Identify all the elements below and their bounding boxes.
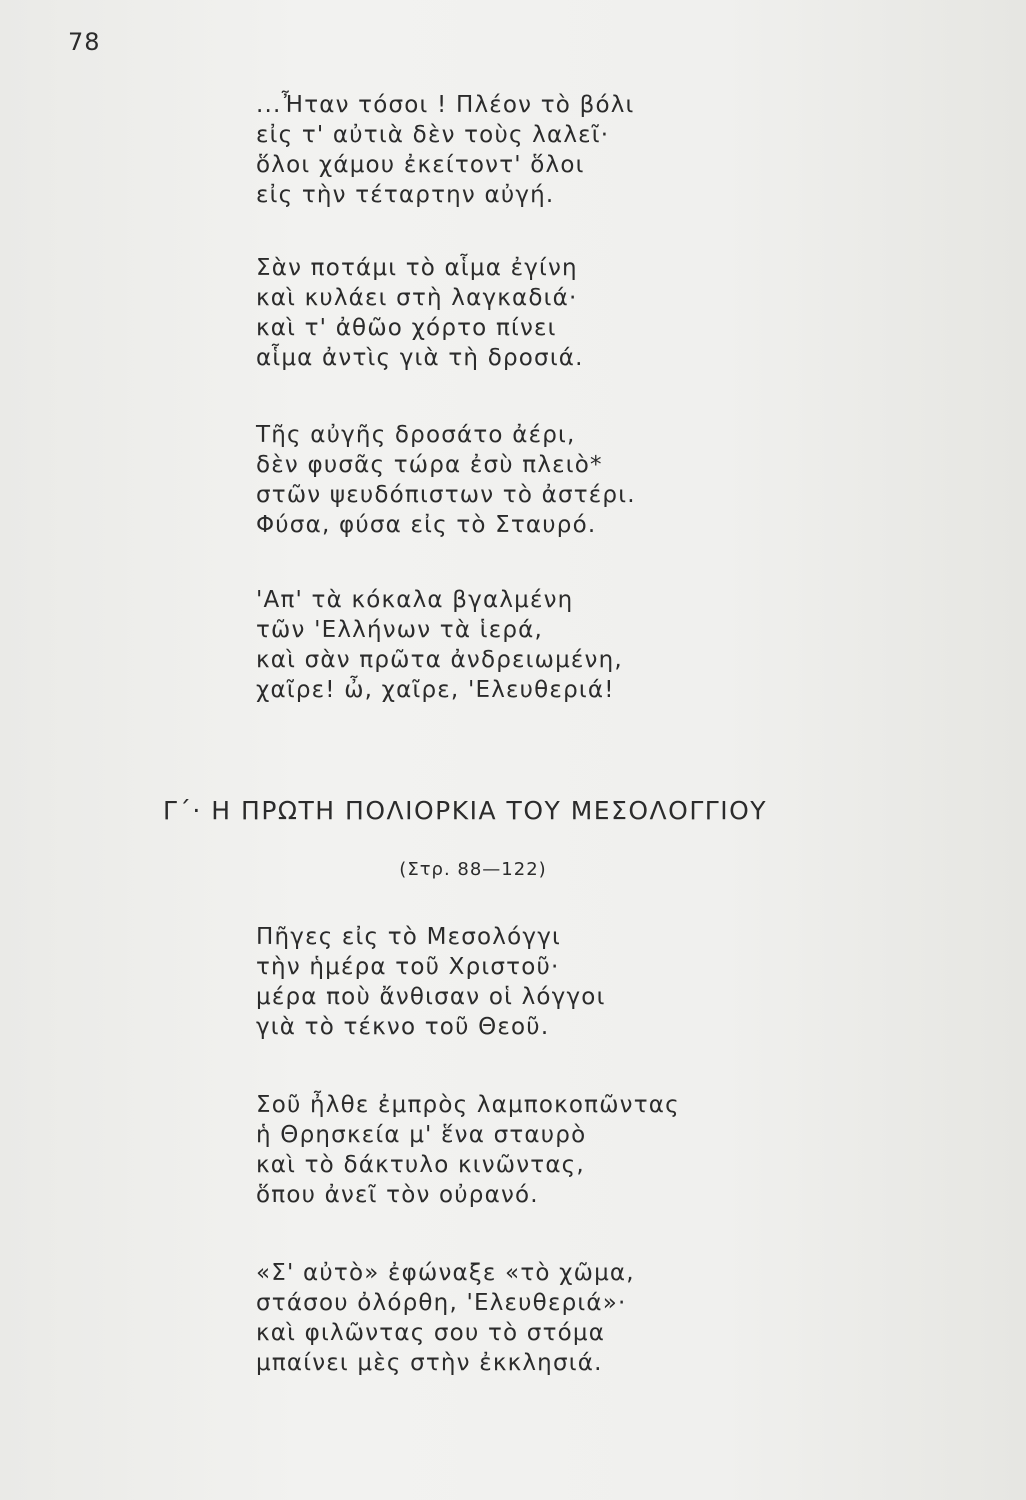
verse-line: χαῖρε! ὦ, χαῖρε, 'Ελευθεριά!	[256, 677, 615, 703]
verse-line: ὅλοι χάμου ἐκείτοντ' ὅλοι	[256, 152, 585, 178]
stanza-4	[256, 585, 623, 705]
verse-line: ὅπου ἀνεῖ τὸν οὐρανό.	[256, 1182, 539, 1208]
verse-line: καὶ κυλάει στὴ λαγκαδιά·	[256, 285, 578, 311]
verse-line: μπαίνει μὲς στὴν ἐκκλησιά.	[256, 1350, 603, 1376]
verse-line: ...Ἦταν τόσοι ! Πλέον τὸ βόλι	[256, 92, 635, 118]
stanza-7	[256, 1258, 635, 1378]
verse-line: τῶν 'Ελλήνων τὰ ἱερά,	[256, 617, 543, 643]
verse-line: δὲν φυσᾶς τώρα ἐσὺ πλειὸ*	[256, 452, 603, 478]
verse-line: τὴν ἡμέρα τοῦ Χριστοῦ·	[256, 954, 560, 980]
stanza-2	[256, 253, 584, 373]
stanza-6	[256, 1090, 680, 1210]
verse-line: εἰς τ' αὐτιὰ δὲν τοὺς λαλεῖ·	[256, 122, 610, 148]
verse-line: ἡ Θρησκεία μ' ἕνα σταυρὸ	[256, 1122, 587, 1148]
verse-line: Σοῦ ἦλθε ἐμπρὸς λαμποκοπῶντας	[256, 1092, 680, 1118]
verse-line: στάσου ὀλόρθη, 'Ελευθεριά»·	[256, 1290, 627, 1316]
section-subheading: (Στρ. 88—122)	[399, 859, 547, 880]
verse-line: «Σ' αὐτὸ» ἐφώναξε «τὸ χῶμα,	[256, 1260, 635, 1286]
verse-line: Φύσα, φύσα εἰς τὸ Σταυρό.	[256, 512, 597, 538]
verse-line: καὶ φιλῶντας σου τὸ στόμα	[256, 1320, 606, 1346]
verse-line: Τῆς αὐγῆς δροσάτο ἀέρι,	[256, 422, 576, 448]
stanza-3	[256, 420, 636, 540]
verse-line: 'Απ' τὰ κόκαλα βγαλμένη	[256, 587, 574, 613]
verse-line: Σὰν ποτάμι τὸ αἷμα ἐγίνη	[256, 255, 578, 281]
verse-line: στῶν ψευδόπιστων τὸ ἀστέρι.	[256, 482, 636, 508]
verse-line: καὶ τὸ δάκτυλο κινῶντας,	[256, 1152, 585, 1178]
stanza-5	[256, 922, 606, 1042]
verse-line: αἷμα ἀντὶς γιὰ τὴ δροσιά.	[256, 345, 584, 371]
verse-line: εἰς τὴν τέταρτην αὐγή.	[256, 182, 555, 208]
verse-line: καὶ σὰν πρῶτα ἀνδρειωμένη,	[256, 647, 623, 673]
verse-line: Πῆγες εἰς τὸ Μεσολόγγι	[256, 924, 561, 950]
verse-line: γιὰ τὸ τέκνο τοῦ Θεοῦ.	[256, 1014, 550, 1040]
page-number: 78	[68, 28, 101, 56]
verse-line: μέρα ποὺ ἄνθισαν οἱ λόγγοι	[256, 984, 606, 1010]
stanza-1	[256, 90, 635, 210]
section-heading: Γ΄· Η ΠΡΩΤΗ ΠΟΛΙΟΡΚΙΑ ΤΟΥ ΜΕΣΟΛΟΓΓΙΟΥ	[162, 796, 768, 825]
verse-line: καὶ τ' ἀθῶο χόρτο πίνει	[256, 315, 557, 341]
